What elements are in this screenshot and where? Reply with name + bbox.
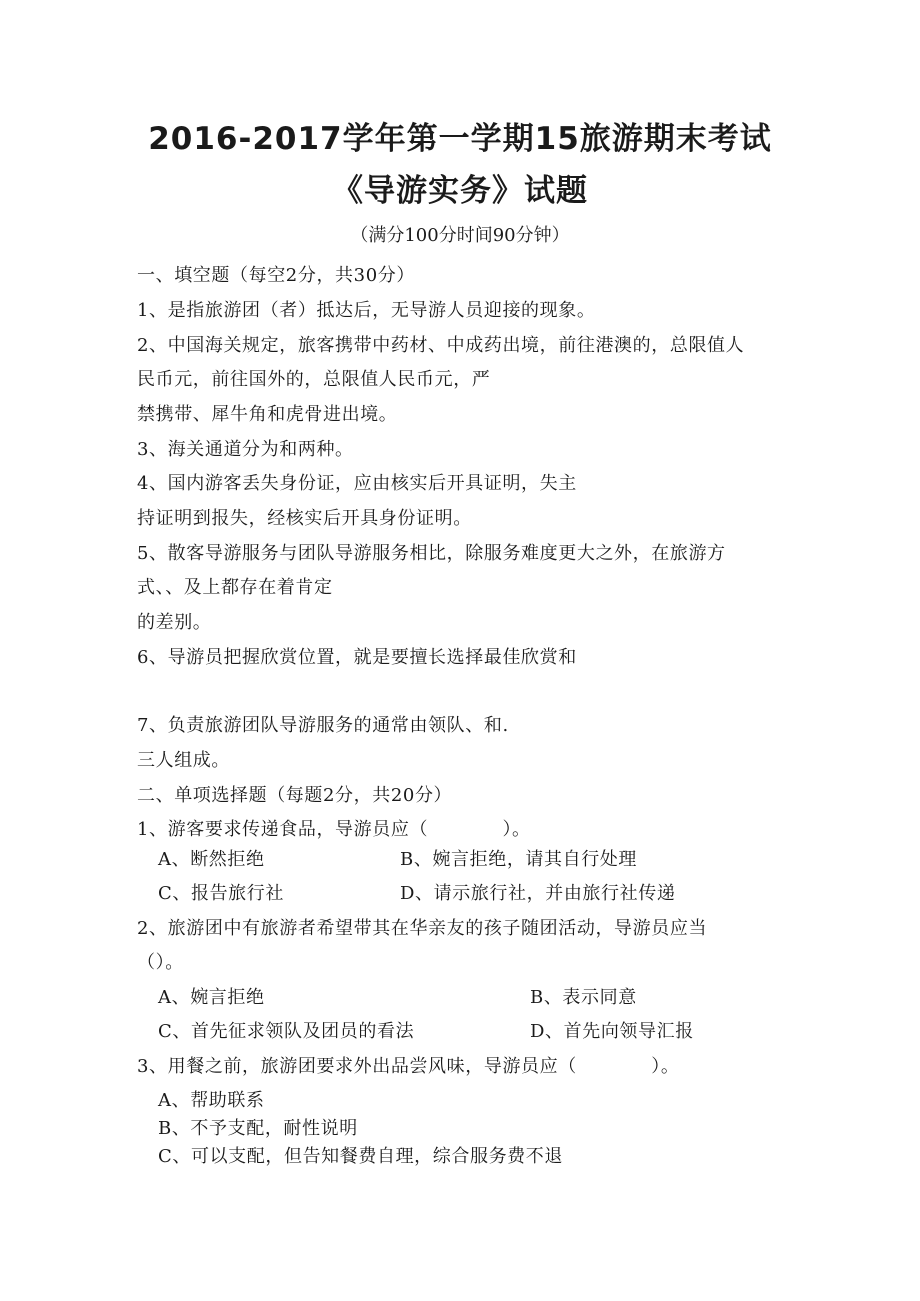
question-line: 的差别。 (137, 612, 212, 633)
option-c: C、首先征求领队及团员的看法 (158, 1021, 415, 1042)
question-stem: 3、用餐之前，旅游团要求外出品尝风味，导游员应（ ）。 (137, 1056, 680, 1077)
question-line: 三人组成。 (137, 750, 230, 771)
option-b: B、不予支配，耐性说明 (158, 1118, 358, 1139)
question-line: 民币元，前往国外的，总限值人民币元，严 (137, 369, 491, 390)
question-line: 5、散客导游服务与团队导游服务相比，除服务难度更大之外，在旅游方 (137, 543, 726, 564)
section-heading-fill-blank: 一、填空题（每空2分，共30分） (137, 265, 415, 286)
option-c: C、可以支配，但告知餐费自理，综合服务费不退 (158, 1146, 563, 1167)
question-line: 7、负责旅游团队导游服务的通常由领队、和. (137, 715, 509, 736)
question-stem: （）。 (137, 952, 184, 973)
question-stem: 1、游客要求传递食品，导游员应（ ）。 (137, 819, 531, 840)
question-line: 式、、及上都存在着肯定 (137, 577, 333, 598)
option-b: B、表示同意 (530, 987, 637, 1008)
option-a: A、断然拒绝 (158, 849, 265, 870)
question-line: 6、导游员把握欣赏位置，就是要擅长选择最佳欣赏和 (137, 647, 577, 668)
option-a: A、婉言拒绝 (158, 987, 265, 1008)
section-heading-single-choice: 二、单项选择题（每题2分，共20分） (137, 785, 453, 806)
option-d: D、首先向领导汇报 (530, 1021, 694, 1042)
question-line: 2、中国海关规定，旅客携带中药材、中成药出境，前往港澳的，总限值人 (137, 335, 745, 356)
question-line: 1、是指旅游团（者）抵达后，无导游人员迎接的现象。 (137, 300, 596, 321)
question-line: 持证明到报失，经核实后开具身份证明。 (137, 508, 472, 529)
exam-title: 2016-2017学年第一学期15旅游期末考试 (148, 121, 772, 157)
question-line: 禁携带、犀牛角和虎骨进出境。 (137, 404, 398, 425)
option-c: C、报告旅行社 (158, 883, 284, 904)
question-stem: 2、旅游团中有旅游者希望带其在华亲友的孩子随团活动，导游员应当 (137, 918, 708, 939)
option-a: A、帮助联系 (158, 1090, 265, 1111)
exam-subtitle: 《导游实务》试题 (332, 173, 588, 209)
exam-meta: （满分100分时间90分钟） (350, 225, 570, 246)
question-line: 3、海关通道分为和两种。 (137, 439, 354, 460)
question-line: 4、国内游客丢失身份证，应由核实后开具证明，失主 (137, 473, 577, 494)
option-d: D、请示旅行社，并由旅行社传递 (400, 883, 676, 904)
option-b: B、婉言拒绝，请其自行处理 (400, 849, 638, 870)
